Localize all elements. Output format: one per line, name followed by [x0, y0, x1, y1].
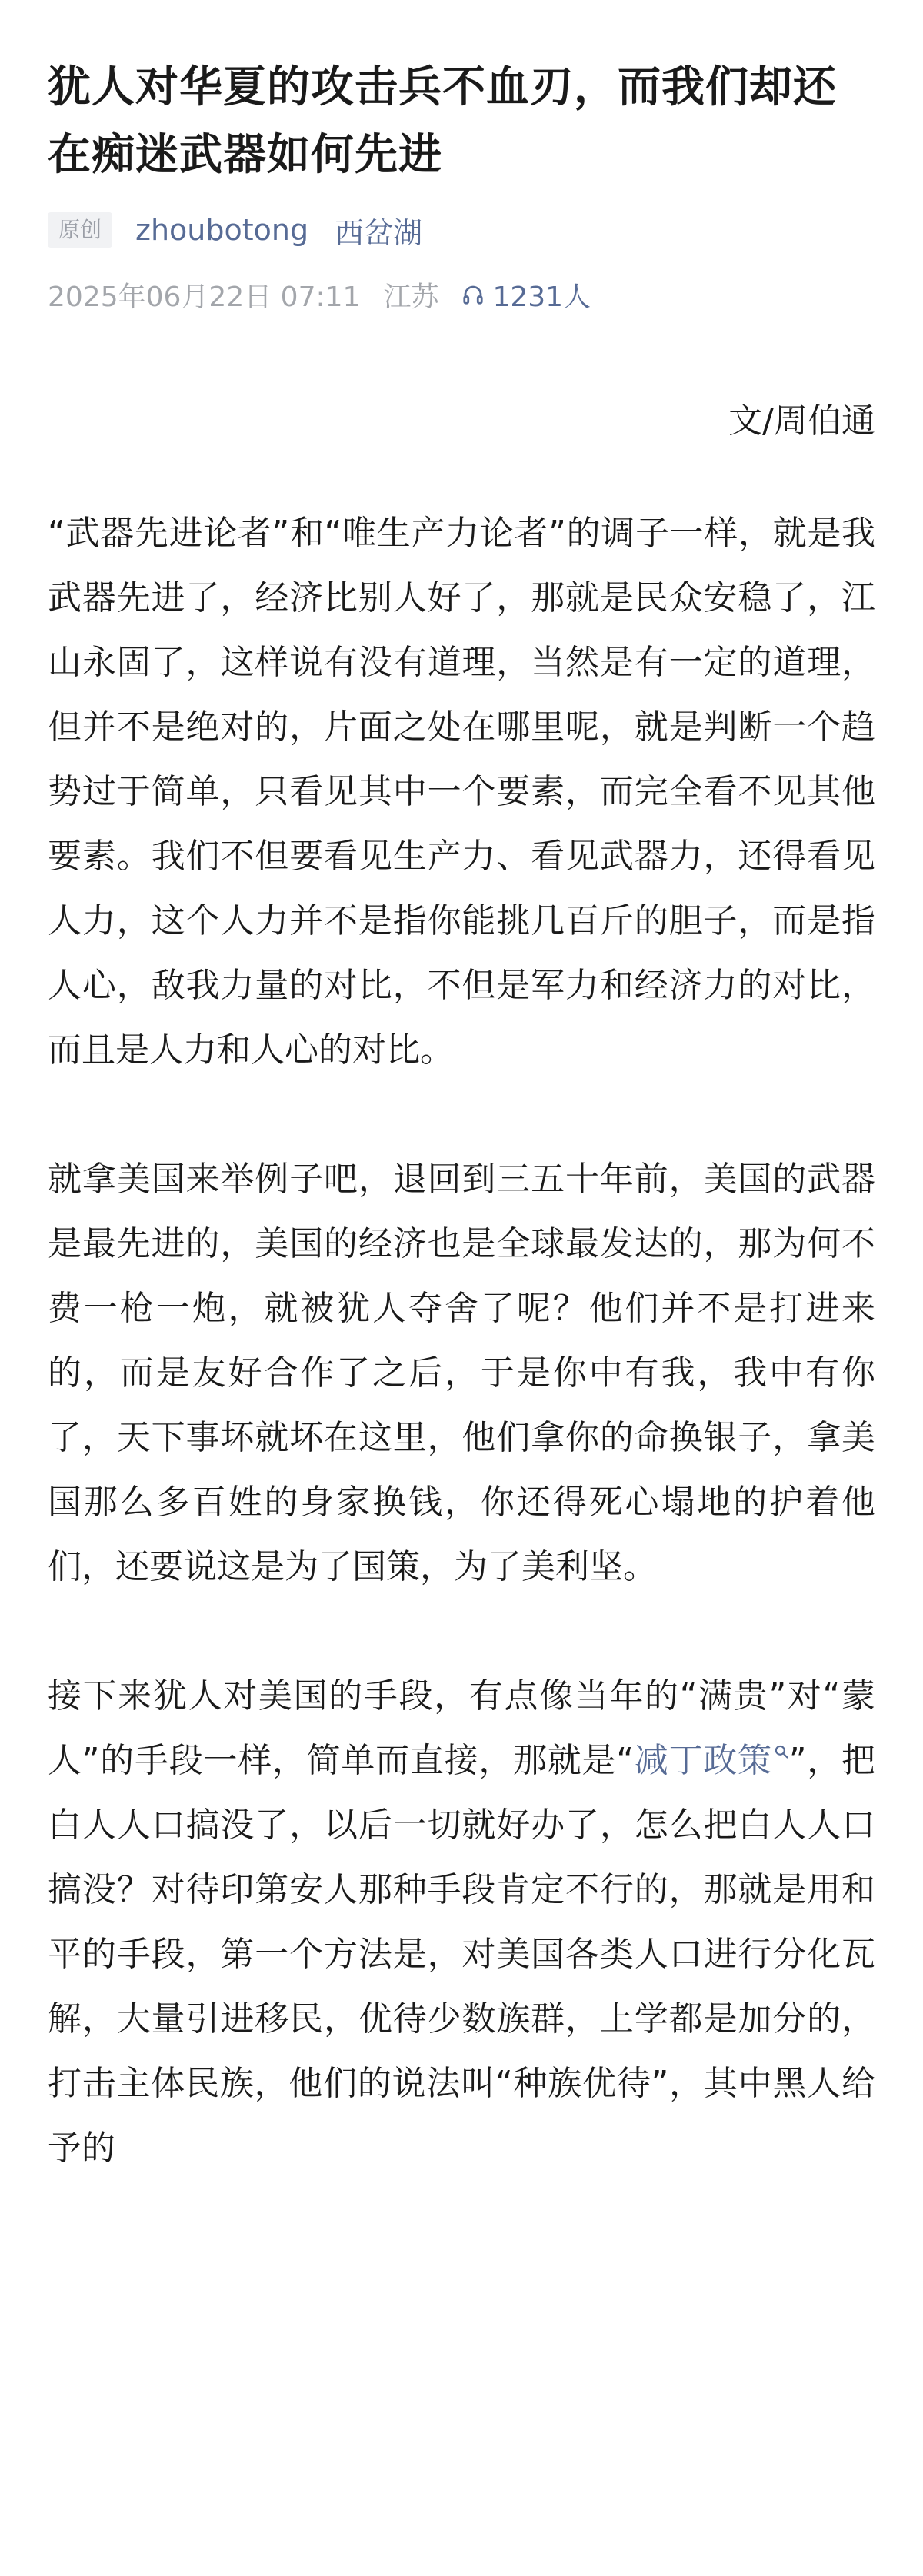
author-row	[48, 211, 875, 249]
original-badge: 原创	[48, 212, 112, 248]
paragraph-2: 就拿美国来举例子吧，退回到三五十年前，美国的武器是最先进的，美国的经济也是全球最发达的，那为何不费一枪一炮，就被犹人夺舍了呢？他们并不是打进来的，而是友好合作了之后，于是你中有我，我中有你了，天下事坏就坏在这里，他们拿你的命换银子，拿美国那么多百姓的身家换钱，你还得死心塌地的护着他们，还要说这是为了国策，为了美利坚。	[48, 1160, 875, 1586]
paragraph-3-rest: ”，把白人人口搞没了，以后一切就好办了，怎么把白人人口搞没？对待印第安人那种手段肯定不行的，那就是用和平的手段，第一个方法是，对美国各类人口进行分化瓦解，大量引进移民，优待少数族群，上学都是加分的，打击主体民族，他们的说法叫“种族优待”，其中黑人给予的	[48, 1741, 875, 2168]
article-title: 犹人对华夏的攻击兵不血刃，而我们却还在痴迷武器如何先进	[48, 62, 837, 180]
publish-location: 江苏	[383, 281, 439, 313]
publish-info-row	[48, 275, 875, 314]
paragraph-1: “武器先进论者”和“唯生产力论者”的调子一样，就是我武器先进了，经济比别人好了，那就是民众安稳了，江山永固了，这样说有没有道理，当然是有一定的道理，但并不是绝对的，片面之处在哪里呢，就是判断一个趋势过于简单，只看见其中一个要素，而完全看不见其他要素。我们不但要看见生产力、看见武器力，还得看见人力，这个人力并不是指你能挑几百斤的胆子，而是指人心，敌我力量的对比，不但是军力和经济力的对比，而且是人力和人心的对比。	[48, 514, 875, 1070]
policy-search-link[interactable]	[634, 1741, 789, 1780]
headphones-icon	[462, 283, 485, 306]
search-icon	[774, 1744, 789, 1759]
paragraph-3	[48, 1664, 875, 2181]
paragraph-3-start: 接下来犹人对美国的手段，有点像当年的“满贵”对“蒙人”的手段一样，简单而直接，那就是“	[48, 1676, 875, 1780]
byline: 文/周伯通	[728, 401, 875, 441]
policy-link-text: 减丁政策	[634, 1741, 772, 1780]
author-name[interactable]: zhoubotong	[135, 213, 309, 247]
listen-button[interactable]	[462, 275, 591, 315]
publish-datetime: 2025年06月22日 07:11	[48, 281, 361, 313]
listen-count: 1231人	[492, 281, 591, 313]
account-name[interactable]: 西岔湖	[335, 215, 423, 250]
